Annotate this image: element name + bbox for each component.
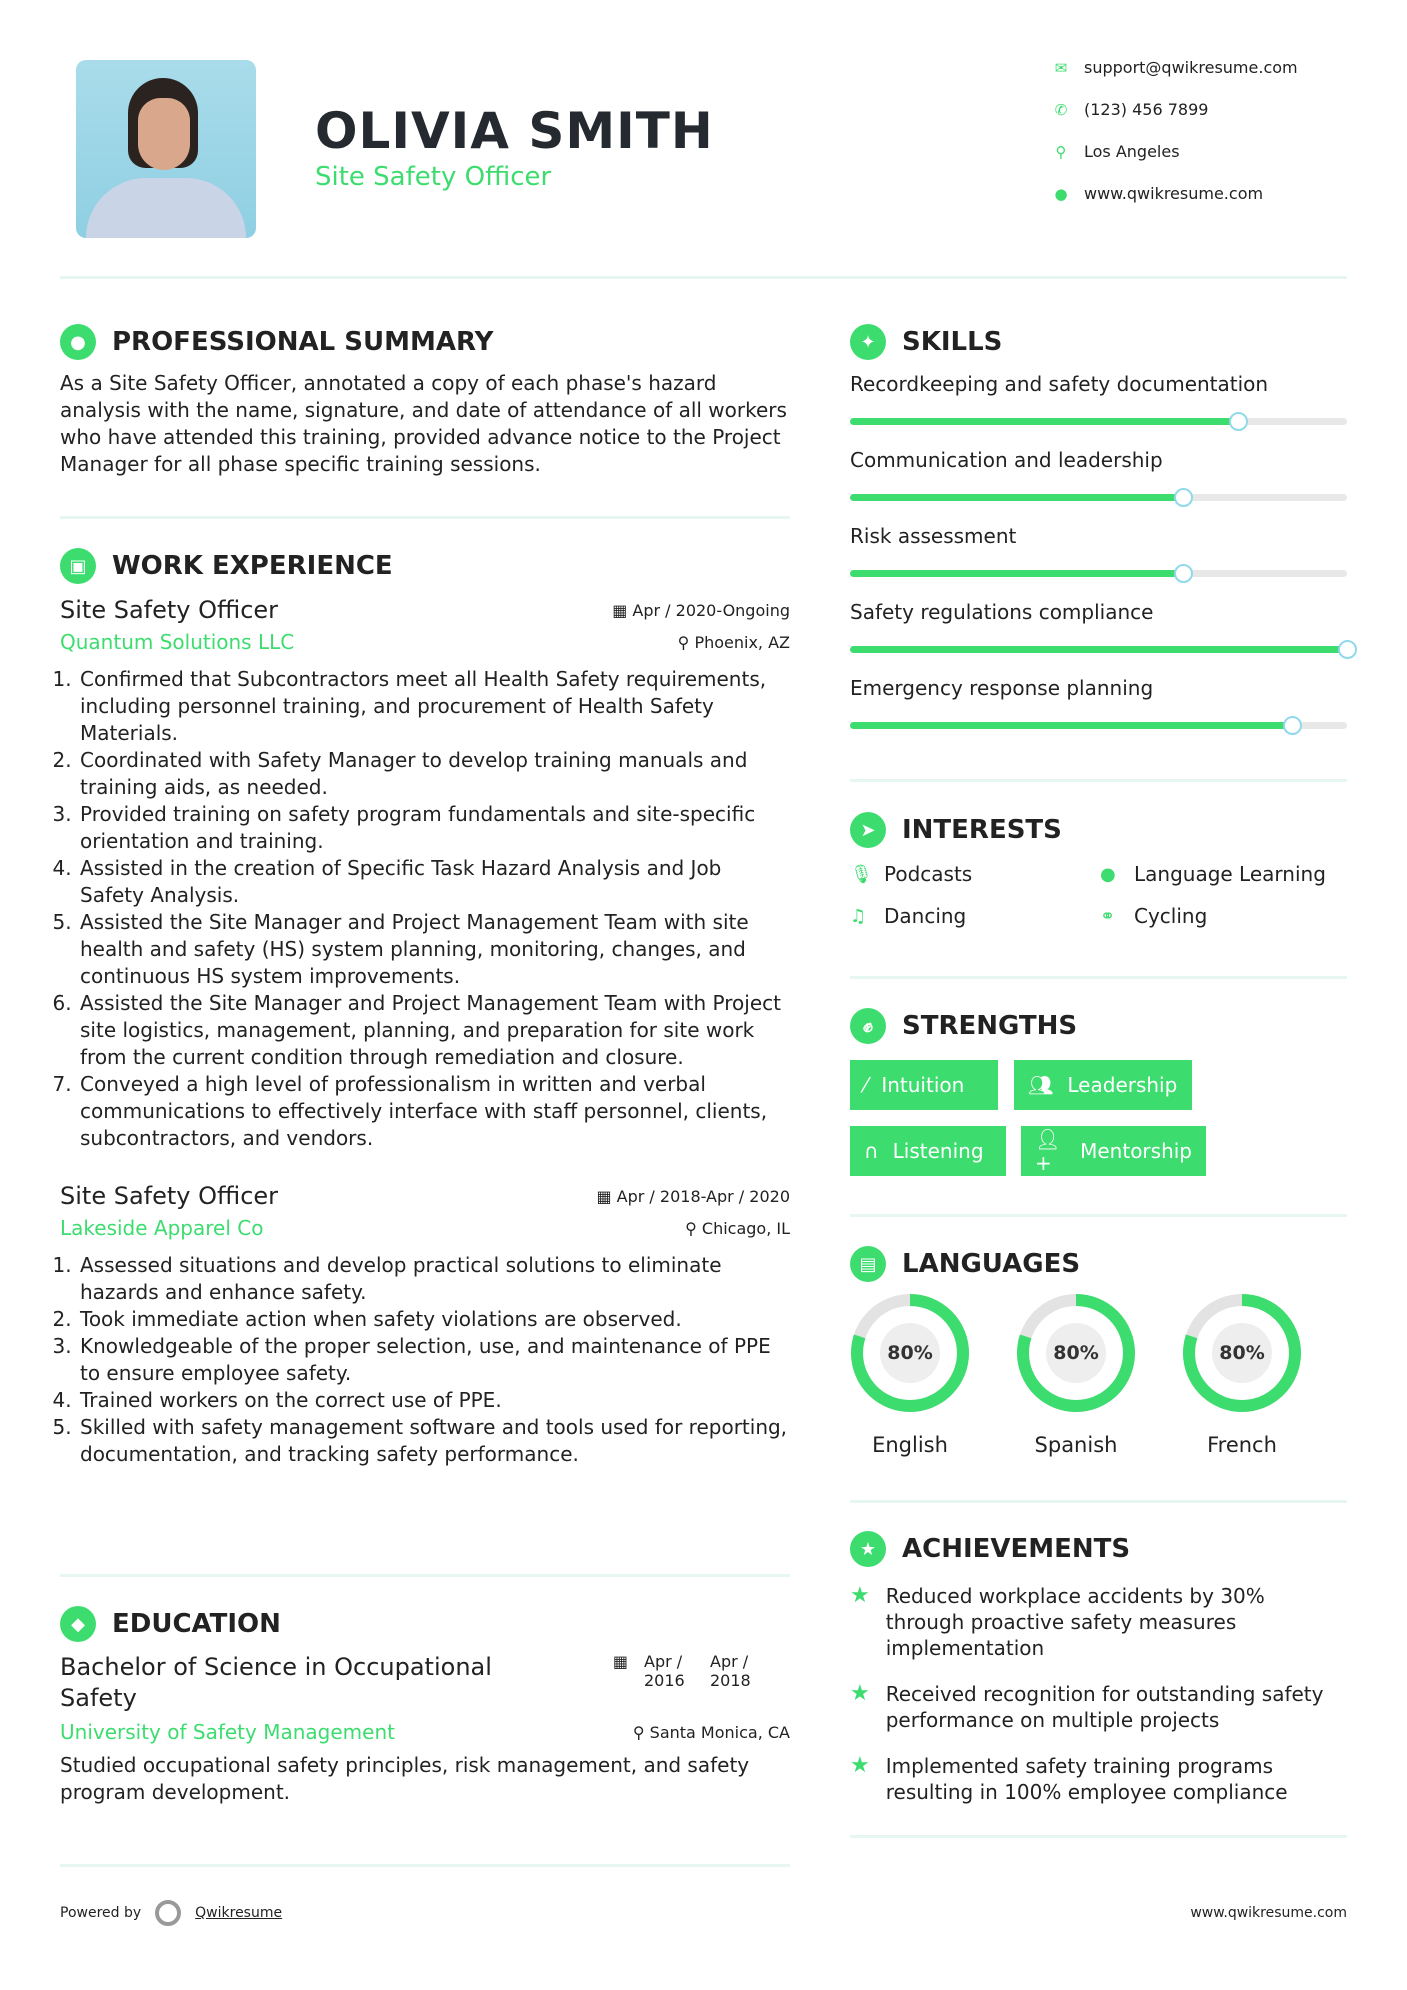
company-name: Quantum Solutions LLC [60,630,295,654]
section-heading: EDUCATION [112,1609,281,1639]
globe-icon: ● [1100,863,1116,885]
briefcase-icon: ▣ [60,548,96,584]
pin-icon: ⚲ [677,632,695,652]
job-location [678,633,790,652]
education-location [633,1723,790,1742]
job-title: Site Safety Officer [60,596,279,624]
achievement-text: Received recognition for outstanding safety performance on multiple projects [885,1682,1324,1732]
interest-podcasts [850,862,1100,886]
skill-label: Risk assessment [850,524,1017,548]
skill-bar [850,494,1347,501]
section-heading: INTERESTS [902,815,1062,845]
date-text: Apr / 2020-Ongoing [632,600,790,620]
skill-bar-knob [1174,564,1193,583]
skill-bar-fill [850,418,1238,425]
contact-website[interactable] [1052,184,1263,203]
envelope-icon: ✉ [1054,58,1068,77]
calendar-icon: ▦ [596,1186,617,1206]
divider [850,976,1347,979]
job-title: Site Safety Officer [60,1182,279,1210]
language-label: Spanish [1034,1433,1118,1457]
section-heading: PROFESSIONAL SUMMARY [112,327,494,357]
skill-bar-knob [1174,488,1193,507]
section-heading: LANGUAGES [902,1249,1081,1279]
microphone-icon: 🎙︎ [850,863,873,885]
education-section [60,1606,790,1806]
list-item: 6. Assisted the Site Manager and Project Management Team with Project site logistics, management, planning, and preparation for site work from the current condition through remediation and closure. [78,990,790,1071]
job-date [612,601,790,620]
list-item: 5. Skilled with safety management software and tools used for reporting, documentation, and tracking safety performance. [78,1414,790,1468]
skills-section [850,324,1002,360]
work-section [60,548,790,1468]
skill-item [850,600,1347,653]
skill-label: Emergency response planning [850,676,1154,700]
degree-title: Bachelor of Science in Occupational Safety [60,1653,492,1712]
bicycle-icon: ⚭ [1100,905,1116,927]
contact-text: (123) 456 7899 [1084,100,1209,119]
strength-leadership [1014,1060,1192,1110]
list-item: 7. Conveyed a high level of professionalism in written and verbal communications to effectively interface with staff personnel, clients, subcontractors, and vendors. [78,1071,790,1152]
achievement-text: Implemented safety training programs resulting in 100% employee compliance [885,1754,1288,1804]
interest-cycling [1100,904,1350,928]
skill-item [850,448,1347,501]
interest-language-learning [1100,862,1350,886]
divider [850,1835,1347,1838]
language-percent: 80% [1046,1323,1106,1383]
powered-by-label: Powered by [60,1905,142,1921]
summary-text: As a Site Safety Officer, annotated a copy of each phase's hazard analysis with the name, signature, and date of attendance of all workers who have attended this training, provided advance notice to the Project Manager for all phase specific training sessions. [60,371,787,476]
location-text: Chicago, IL [701,1218,790,1238]
job-entry [60,1182,790,1468]
header-divider [60,276,1347,279]
calendar-icon: ▦ [612,600,633,620]
trophy-icon: ★ [850,1531,886,1567]
language-label: French [1207,1433,1277,1457]
language-item [850,1293,970,1457]
strength-label: Mentorship [1080,1139,1192,1163]
summary-section [60,324,790,478]
list-item: 5. Assisted the Site Manager and Project Management Team with site health and safety (HS) system planning, monitoring, changes, and continuous HS system improvements. [78,909,790,990]
strength-label: Intuition [881,1073,965,1097]
users-icon: 👥︎ [1028,1073,1054,1097]
strength-label: Leadership [1067,1073,1178,1097]
section-heading: SKILLS [902,327,1003,357]
job-entry [60,596,790,1152]
job-date [596,1187,790,1206]
skill-bar-knob [1338,640,1357,659]
list-item: 1. Confirmed that Subcontractors meet all Health Safety requirements, including personnel training, and procurement of Health Safety Materials. [78,666,790,747]
contact-text: support@qwikresume.com [1084,58,1298,77]
list-item: 4. Assisted in the creation of Specific Task Hazard Analysis and Job Safety Analysis. [78,855,790,909]
strength-listening [850,1126,1006,1176]
phone-icon: ✆ [1054,100,1068,119]
divider [850,1500,1347,1503]
paper-plane-icon: ➤ [850,812,886,848]
language-item [1016,1293,1136,1457]
pin-icon: ⚲ [632,1722,650,1742]
job-location [685,1219,790,1238]
achievement-item [850,1583,1347,1661]
interest-label: Cycling [1134,904,1208,928]
location-text: Phoenix, AZ [694,632,790,652]
star-icon: ★ [850,1753,870,1778]
list-item: 2. Coordinated with Safety Manager to develop training manuals and training aids, as needed. [78,747,790,801]
skill-bar-knob [1229,412,1248,431]
contact-phone [1052,100,1208,119]
interests-section [850,812,1347,928]
end-date: Apr / 2018 [710,1652,751,1690]
brand-link[interactable]: Qwikresume [195,1905,283,1921]
translate-icon: ▤ [850,1246,886,1282]
language-item [1182,1293,1302,1457]
list-item: 2. Took immediate action when safety violations are observed. [78,1306,790,1333]
skill-bar-fill [850,646,1347,653]
skill-bar [850,722,1347,729]
education-dates [613,1652,790,1714]
language-percent: 80% [880,1323,940,1383]
skill-bar-fill [850,494,1183,501]
graduation-icon: ◆ [60,1606,96,1642]
skill-bar [850,570,1347,577]
skill-bar-knob [1283,716,1302,735]
achievements-section [850,1531,1347,1825]
education-description: Studied occupational safety principles, risk management, and safety program development. [60,1753,750,1804]
list-item: 3. Provided training on safety program fundamentals and site-specific orientation and training. [78,801,790,855]
divider [850,1214,1347,1217]
skill-bar [850,418,1347,425]
divider [60,1864,790,1867]
pin-icon: ⚲ [685,1218,702,1238]
achievement-item [850,1753,1347,1805]
footer-brand [60,1900,282,1926]
skill-bar-fill [850,722,1292,729]
fist-icon: ✊︎ [850,1008,886,1044]
skill-item [850,372,1347,425]
globe-icon: ● [1054,184,1068,203]
skill-label: Communication and leadership [850,448,1163,472]
date-text: Apr / 2018-Apr / 2020 [616,1186,790,1206]
contact-text: Los Angeles [1084,142,1180,161]
language-donut [850,1293,970,1413]
job-duties [60,1252,790,1468]
calendar-icon: ▦ [612,1652,628,1671]
skill-item [850,676,1347,729]
list-item: 3. Knowledgeable of the proper selection, use, and maintenance of PPE to ensure employee safety. [78,1333,790,1387]
contact-location [1052,142,1180,161]
section-heading: WORK EXPERIENCE [112,551,393,581]
strength-label: Listening [892,1139,984,1163]
profile-photo [76,60,256,238]
list-item: 1. Assessed situations and develop practical solutions to eliminate hazards and enhance safety. [78,1252,790,1306]
achievement-item [850,1681,1347,1733]
lightbulb-icon: ✦ [850,324,886,360]
section-heading: ACHIEVEMENTS [902,1534,1131,1564]
language-donut [1182,1293,1302,1413]
list-item: 4. Trained workers on the correct use of PPE. [78,1387,790,1414]
skill-item [850,524,1347,577]
language-percent: 80% [1212,1323,1272,1383]
skill-label: Safety regulations compliance [850,600,1154,624]
headphones-icon: ∩ [864,1139,879,1163]
map-pin-icon: ⚲ [1055,142,1067,161]
contact-email[interactable] [1052,58,1298,77]
strength-intuition [850,1060,998,1110]
candidate-name: OLIVIA SMITH [315,102,714,160]
star-icon: ★ [850,1681,870,1706]
user-plus-icon: 👤︎+ [1035,1127,1061,1175]
footer-url[interactable]: www.qwikresume.com [1190,1905,1347,1921]
user-icon: ● [60,324,96,360]
strength-mentorship [1021,1126,1206,1176]
languages-section [850,1246,1080,1282]
interest-label: Dancing [884,904,967,928]
language-donut [1016,1293,1136,1413]
contact-text: www.qwikresume.com [1084,184,1264,203]
strengths-section [850,1008,1077,1044]
divider [850,779,1347,782]
language-label: English [872,1433,948,1457]
location-text: Santa Monica, CA [649,1722,790,1742]
company-name: Lakeside Apparel Co [60,1216,264,1240]
interest-label: Language Learning [1134,862,1326,886]
candidate-title: Site Safety Officer [315,162,552,192]
achievement-text: Reduced workplace accidents by 30% through proactive safety measures implementation [885,1584,1265,1660]
star-icon: ★ [850,1583,870,1608]
magic-wand-icon: ⁄ [864,1073,868,1097]
qwikresume-logo-icon [155,1900,181,1926]
start-date: Apr / 2016 [644,1652,685,1690]
skill-label: Recordkeeping and safety documentation [850,372,1269,396]
skill-bar-fill [850,570,1183,577]
music-icon: ♫ [850,905,867,927]
school-name: University of Safety Management [60,1720,395,1744]
section-heading: STRENGTHS [902,1011,1078,1041]
interest-dancing [850,904,1100,928]
interest-label: Podcasts [884,862,973,886]
job-duties [60,666,790,1152]
skill-bar [850,646,1347,653]
divider [60,516,790,519]
divider [60,1574,790,1577]
